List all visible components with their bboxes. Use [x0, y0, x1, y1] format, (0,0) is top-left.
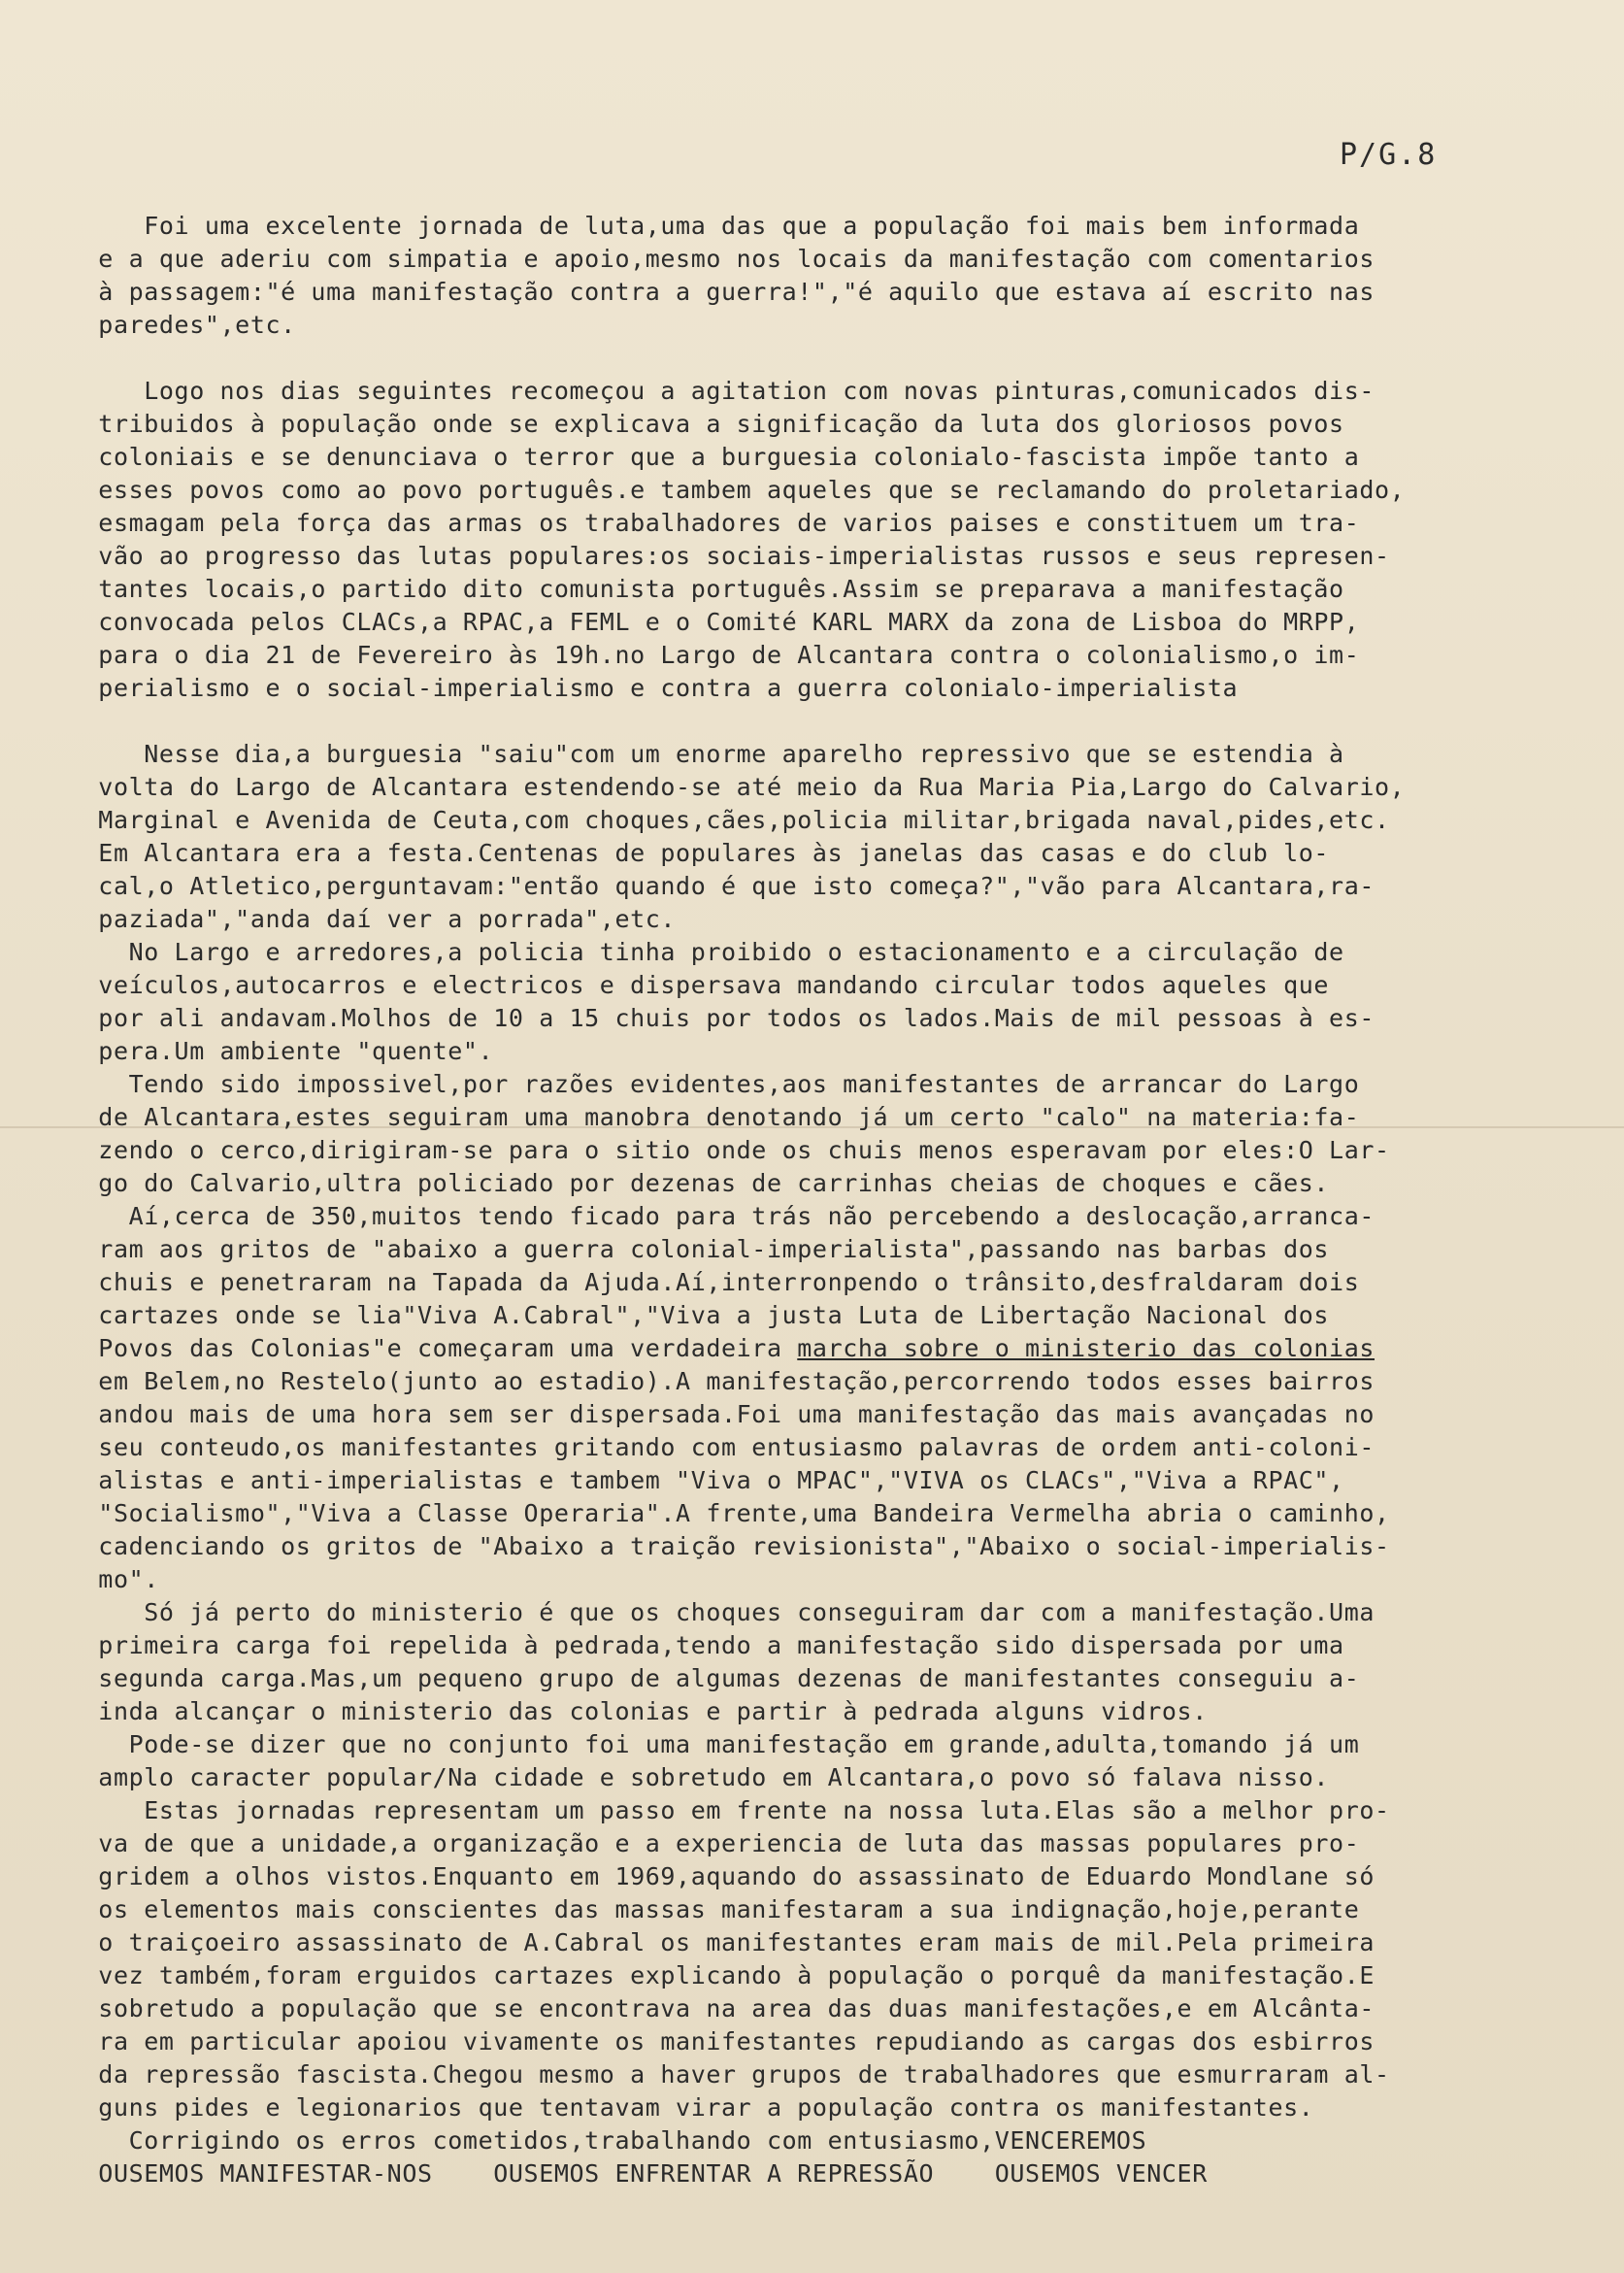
line-text: cal,o Atletico,perguntavam:"então quando é que isto começa?","vão para Alcantara,ra-: [68, 872, 1375, 900]
line-text: volta do Largo de Alcantara estendendo-se até meio da Rua Maria Pia,Largo do Calvario,: [68, 773, 1406, 801]
text-line: [68, 1068, 1553, 1101]
line-text: go do Calvario,ultra policiado por dezenas de carrinhas cheias de choques e cães.: [68, 1169, 1330, 1197]
line-text: chuis e penetraram na Tapada da Ajuda.Aí,interronpendo o trânsito,desfraldaram dois: [68, 1268, 1360, 1296]
text-line: [68, 573, 1553, 606]
line-text: paziada","anda daí ver a porrada",etc.: [68, 905, 677, 933]
text-line: [68, 2058, 1553, 2091]
line-text: ram aos gritos de "abaixo a guerra colonial-imperialista",passando nas barbas dos: [68, 1235, 1330, 1263]
line-text: OUSEMOS MANIFESTAR-NOS OUSEMOS ENFRENTAR A REPRESSÃO OUSEMOS VENCER: [68, 2159, 1208, 2188]
line-text: esmagam pela força das armas os trabalhadores de varios paises e constituem um tra-: [68, 509, 1360, 537]
line-text: andou mais de uma hora sem ser dispersada.Foi uma manifestação das mais avançadas no: [68, 1400, 1375, 1428]
line-text: sobretudo a população que se encontrava na area das duas manifestações,e em Alcânta-: [68, 1994, 1375, 2022]
text-line: [68, 1695, 1553, 1728]
text-line: [68, 1101, 1553, 1134]
text-line: [68, 639, 1553, 672]
line-text: Pode-se dizer que no conjunto foi uma manifestação em grande,adulta,tomando já um: [68, 1730, 1360, 1758]
text-line: [68, 1266, 1553, 1299]
text-line: [68, 1464, 1553, 1497]
text-line: [68, 1992, 1553, 2025]
text-line: [68, 1233, 1553, 1266]
paragraph-gap: [68, 705, 1553, 738]
text-line: [68, 210, 1553, 243]
text-line: [68, 672, 1553, 705]
line-text: Logo nos dias seguintes recomeçou a agitation com novas pinturas,comunicados dis-: [68, 377, 1375, 405]
line-text: paredes",etc.: [68, 311, 296, 339]
text-line: [68, 903, 1553, 936]
line-text: primeira carga foi repelida à pedrada,tendo a manifestação sido dispersada por uma: [68, 1631, 1344, 1659]
text-line: [68, 1596, 1553, 1629]
text-line: [68, 1860, 1553, 1893]
text-line: [68, 2025, 1553, 2058]
text-line: [68, 1431, 1553, 1464]
text-line: [68, 1299, 1553, 1332]
line-text: esses povos como ao povo português.e tambem aqueles que se reclamando do proletariado,: [68, 476, 1406, 504]
line-text: seu conteudo,os manifestantes gritando com entusiasmo palavras de ordem anti-coloni-: [68, 1433, 1375, 1461]
line-text: vez também,foram erguidos cartazes explicando à população o porquê da manifestação.E: [68, 1961, 1375, 1989]
paragraph-gap: [68, 342, 1553, 375]
page-number: P/G.8: [1340, 138, 1438, 172]
text-line: [68, 1926, 1553, 1959]
text-line: [68, 243, 1553, 276]
line-text: coloniais e se denunciava o terror que a burguesia colonialo-fascista impõe tanto a: [68, 443, 1360, 471]
line-text: cartazes onde se lia"Viva A.Cabral","Viva a justa Luta de Libertação Nacional dos: [68, 1301, 1330, 1329]
line-text: pera.Um ambiente "quente".: [68, 1037, 494, 1065]
text-line: [68, 1563, 1553, 1596]
paragraph-intro: [68, 210, 1553, 342]
text-line: [68, 936, 1553, 969]
line-text: No Largo e arredores,a policia tinha proibido o estacionamento e a circulação de: [68, 938, 1344, 966]
line-text: mo".: [68, 1565, 159, 1593]
paragraph-demonstration: [68, 738, 1553, 2190]
text-line: [68, 1662, 1553, 1695]
line-text: o traiçoeiro assassinato de A.Cabral os manifestantes eram mais de mil.Pela primeira: [68, 1928, 1375, 1956]
document-body: [68, 210, 1553, 2190]
text-line: [68, 309, 1553, 342]
line-text: Aí,cerca de 350,muitos tendo ficado para trás não percebendo a deslocação,arranca-: [68, 1202, 1375, 1230]
line-text: Marginal e Avenida de Ceuta,com choques,cães,policia militar,brigada naval,pides,etc.: [68, 806, 1390, 834]
text-line: [68, 804, 1553, 837]
text-line: [68, 969, 1553, 1002]
text-line: [68, 276, 1553, 309]
text-line: [68, 408, 1553, 441]
line-text: por ali andavam.Molhos de 10 a 15 chuis por todos os lados.Mais de mil pessoas à es-: [68, 1004, 1375, 1032]
text-line: [68, 1332, 1553, 1365]
text-line: [68, 1893, 1553, 1926]
text-line: [68, 738, 1553, 771]
line-text: os elementos mais conscientes das massas manifestaram a sua indignação,hoje,perante: [68, 1895, 1360, 1923]
line-text: "Socialismo","Viva a Classe Operaria".A frente,uma Bandeira Vermelha abria o caminho,: [68, 1499, 1390, 1527]
text-line: [68, 474, 1553, 507]
text-line: [68, 606, 1553, 639]
text-line: [68, 540, 1553, 573]
line-text: inda alcançar o ministerio das colonias e partir à pedrada alguns vidros.: [68, 1697, 1208, 1725]
line-text: ra em particular apoiou vivamente os manifestantes repudiando as cargas dos esbirros: [68, 2027, 1375, 2056]
text-line: [68, 1827, 1553, 1860]
line-text: de Alcantara,estes seguiram uma manobra denotando já um certo "calo" na materia:fa-: [68, 1103, 1360, 1131]
line-text: tribuidos à população onde se explicava a significação da luta dos gloriosos povos: [68, 410, 1344, 438]
paragraph-agitation: [68, 375, 1553, 705]
text-line: [68, 771, 1553, 804]
text-line: [68, 1629, 1553, 1662]
text-line: [68, 1959, 1553, 1992]
underlined-phrase: marcha sobre o ministerio das colonias: [797, 1334, 1375, 1362]
line-text: para o dia 21 de Fevereiro às 19h.no Largo de Alcantara contra o colonialismo,o im-: [68, 641, 1360, 669]
line-text: da repressão fascista.Chegou mesmo a haver grupos de trabalhadores que esmurraram al-: [68, 2060, 1390, 2089]
line-text: va de que a unidade,a organização e a experiencia de luta das massas populares pro-: [68, 1829, 1360, 1857]
text-line: [68, 1134, 1553, 1167]
text-line: [68, 2091, 1553, 2124]
text-line: [68, 1794, 1553, 1827]
line-text: alistas e anti-imperialistas e tambem "Viva o MPAC","VIVA os CLACs","Viva a RPAC",: [68, 1466, 1344, 1494]
line-text: Só já perto do ministerio é que os choques conseguiram dar com a manifestação.Uma: [68, 1598, 1375, 1626]
line-text: Estas jornadas representam um passo em frente na nossa luta.Elas são a melhor pro-: [68, 1796, 1390, 1824]
text-line: [68, 441, 1553, 474]
line-text: Em Alcantara era a festa.Centenas de populares às janelas das casas e do club lo-: [68, 839, 1330, 867]
line-text: perialismo e o social-imperialismo e contra a guerra colonialo-imperialista: [68, 674, 1239, 702]
text-line: [68, 1761, 1553, 1794]
text-line: [68, 1167, 1553, 1200]
text-line: [68, 870, 1553, 903]
text-line: [68, 1728, 1553, 1761]
line-text: em Belem,no Restelo(junto ao estadio).A manifestação,percorrendo todos esses bairros: [68, 1367, 1375, 1395]
line-text: à passagem:"é uma manifestação contra a guerra!","é aquilo que estava aí escrito nas: [68, 278, 1375, 306]
line-text: Nesse dia,a burguesia "saiu"com um enorme aparelho repressivo que se estendia à: [68, 740, 1344, 768]
line-text: e a que aderiu com simpatia e apoio,mesmo nos locais da manifestação com comentarios: [68, 245, 1375, 273]
text-line: [68, 1365, 1553, 1398]
line-text: amplo caracter popular/Na cidade e sobretudo em Alcantara,o povo só falava nisso.: [68, 1763, 1330, 1791]
text-line: [68, 375, 1553, 408]
line-text: guns pides e legionarios que tentavam virar a população contra os manifestantes.: [68, 2093, 1314, 2122]
text-line: [68, 1530, 1553, 1563]
line-text: zendo o cerco,dirigiram-se para o sitio onde os chuis menos esperavam por eles:O Lar-: [68, 1136, 1390, 1164]
line-text: cadenciando os gritos de "Abaixo a traição revisionista","Abaixo o social-imperialis-: [68, 1532, 1390, 1560]
line-text: vão ao progresso das lutas populares:os sociais-imperialistas russos e seus represen-: [68, 542, 1390, 570]
text-line: [68, 837, 1553, 870]
text-line: [68, 1398, 1553, 1431]
line-text: Corrigindo os erros cometidos,trabalhando com entusiasmo,VENCEREMOS: [68, 2126, 1147, 2155]
text-line: [68, 1002, 1553, 1035]
line-text: segunda carga.Mas,um pequeno grupo de algumas dezenas de manifestantes conseguiu a-: [68, 1664, 1360, 1692]
text-line: [68, 1035, 1553, 1068]
text-line: [68, 2124, 1553, 2157]
line-text: veículos,autocarros e electricos e dispersava mandando circular todos aqueles que: [68, 971, 1330, 999]
line-text: Tendo sido impossivel,por razões evidentes,aos manifestantes de arrancar do Largo: [68, 1070, 1360, 1098]
line-text: convocada pelos CLACs,a RPAC,a FEML e o Comité KARL MARX da zona de Lisboa do MRPP,: [68, 608, 1360, 636]
text-line: [68, 1200, 1553, 1233]
line-text: Povos das Colonias"e começaram uma verdadeira: [68, 1334, 798, 1362]
line-text: gridem a olhos vistos.Enquanto em 1969,aquando do assassinato de Eduardo Mondlane só: [68, 1862, 1375, 1890]
text-line: [68, 507, 1553, 540]
text-line: [68, 2157, 1553, 2190]
line-text: tantes locais,o partido dito comunista português.Assim se preparava a manifestação: [68, 575, 1344, 603]
text-line: [68, 1497, 1553, 1530]
line-text: Foi uma excelente jornada de luta,uma das que a população foi mais bem informada: [68, 212, 1360, 240]
